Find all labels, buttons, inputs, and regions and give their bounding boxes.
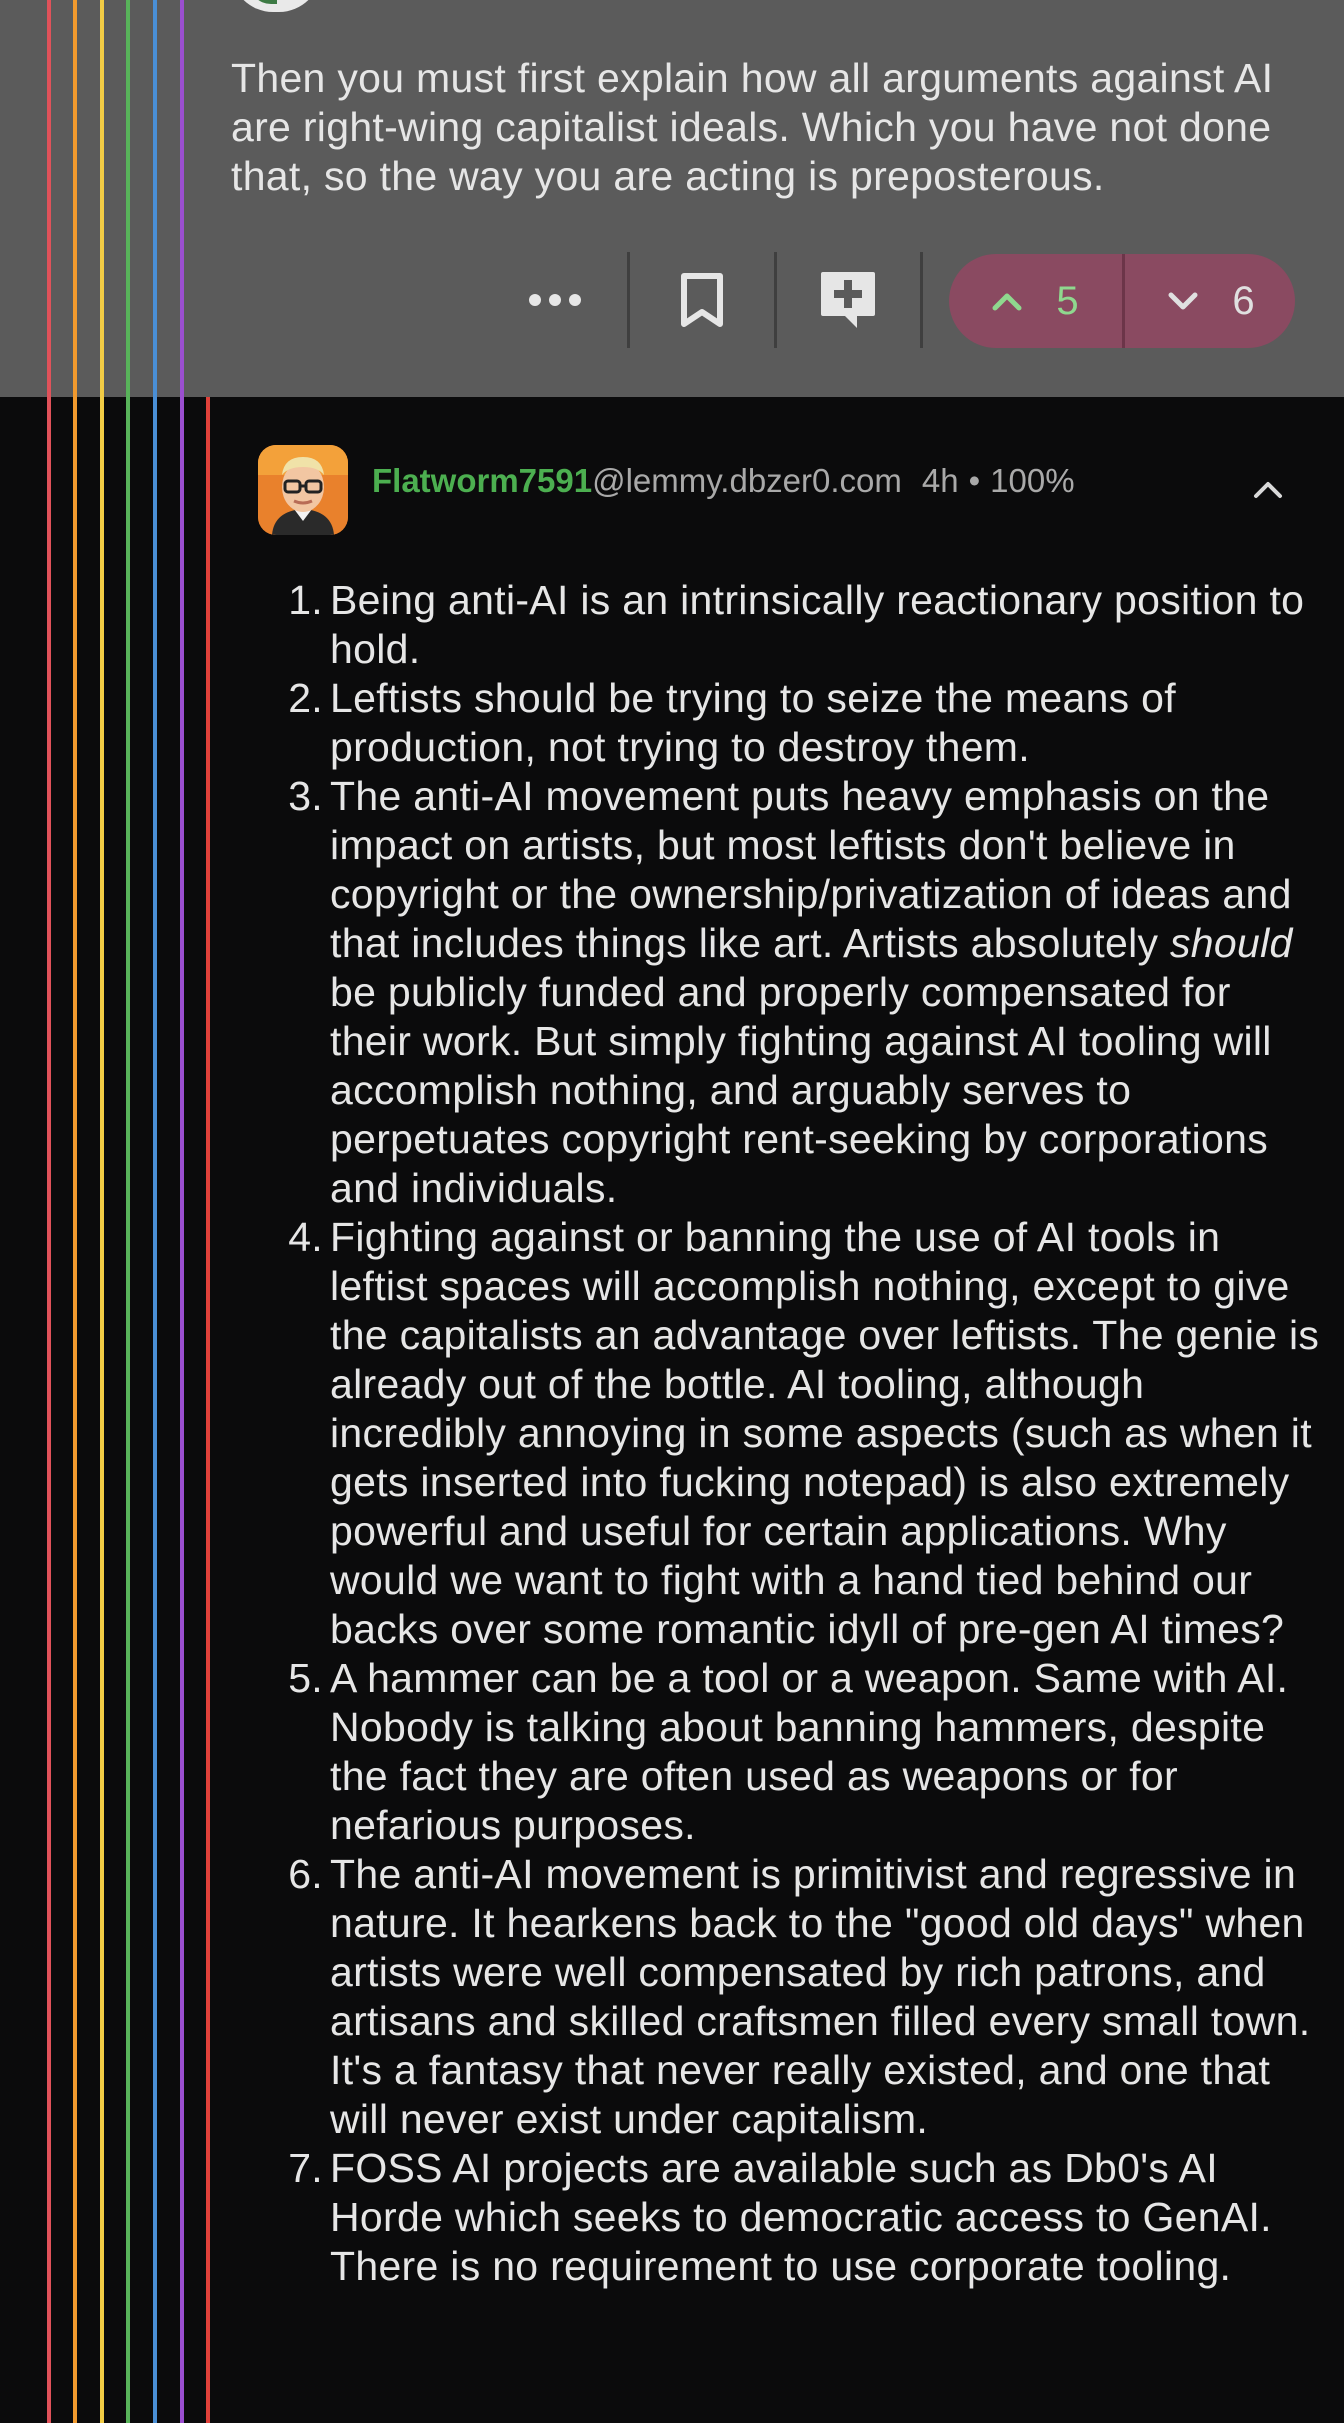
avatar-portrait-icon <box>258 445 348 535</box>
upvote-button[interactable] <box>949 254 1122 348</box>
user-avatar[interactable] <box>258 445 348 535</box>
list-item-text-part: be publicly funded and properly compensated for their work. But simply fighting against AI tooling will accomplish nothing, and arguably serves to perpetuates copyright rent-seeking by corporations and individuals. <box>330 969 1272 1211</box>
more-options-button[interactable] <box>510 252 600 348</box>
parent-avatar[interactable] <box>231 0 321 12</box>
chevron-down-icon <box>1168 291 1198 311</box>
thread-guide-line[interactable] <box>180 0 184 2423</box>
list-item-text <box>330 772 1320 1213</box>
comment-body-list <box>230 576 1320 2291</box>
list-item-text: The anti-AI movement is primitivist and regressive in nature. It hearkens back to the "good old days" when artists were well compensated by rich patrons, and artisans and skilled craftsmen filled every small town. It's a fantasy that never really existed, and one that will never exist under capitalism. <box>330 1851 1311 2142</box>
list-item-number: 2. <box>288 675 323 721</box>
list-item-text: A hammer can be a tool or a weapon. Same with AI. Nobody is talking about banning hammers, despite the fact they are often used as weapons or for nefarious purposes. <box>330 1655 1289 1848</box>
instance-label[interactable]: @lemmy.dbzer0.com <box>592 462 902 499</box>
reply-button[interactable] <box>806 252 890 348</box>
comment-age: 4h <box>921 462 959 499</box>
list-item-text: Leftists should be trying to seize the means of production, not trying to destroy them. <box>330 675 1176 770</box>
collapse-comment-button[interactable] <box>1248 470 1288 510</box>
list-item-text-part: The anti-AI movement puts heavy emphasis on the impact on artists, but most leftists don't believe in copyright or the ownership/privatization of ideas and that includes things like art. Artists absolutely <box>330 773 1292 966</box>
list-item <box>230 1213 1320 1654</box>
chevron-up-icon <box>992 291 1022 311</box>
comment-action-bar <box>0 252 1344 348</box>
thread-guide-line[interactable] <box>153 0 157 2423</box>
list-item <box>230 2144 1320 2291</box>
parent-comment-text: Then you must first explain how all arguments against AI are right-wing capitalist ideals. Which you have not done that, so the way you are acting is preposterous. <box>231 55 1274 199</box>
list-item-number: 5. <box>288 1655 323 1701</box>
thread-guide-line-current[interactable] <box>206 397 210 2423</box>
thread-guide-line[interactable] <box>47 0 51 2423</box>
list-item <box>230 1850 1320 2144</box>
comment-score: 100% <box>990 462 1075 499</box>
username-link[interactable]: Flatworm7591 <box>372 462 593 499</box>
action-separator <box>774 252 777 348</box>
more-horizontal-icon <box>528 293 582 307</box>
chevron-up-icon <box>1248 470 1288 510</box>
parent-comment[interactable] <box>0 0 1344 397</box>
list-item <box>230 674 1320 772</box>
meta-separator: • <box>968 462 981 499</box>
action-separator <box>920 252 923 348</box>
list-item-number: 7. <box>288 2145 323 2191</box>
list-item <box>230 1654 1320 1850</box>
emphasis-text: should <box>1169 920 1293 966</box>
thread-guide-line[interactable] <box>126 0 130 2423</box>
list-item-number: 6. <box>288 1851 323 1897</box>
list-item <box>230 772 1320 1213</box>
downvote-count: 6 <box>1232 278 1255 323</box>
action-separator <box>627 252 630 348</box>
list-item <box>230 576 1320 674</box>
reply-plus-icon <box>817 268 879 332</box>
list-item-text: Being anti-AI is an intrinsically reactionary position to hold. <box>330 577 1305 672</box>
list-item-number: 4. <box>288 1214 323 1260</box>
comment-meta <box>372 462 1075 508</box>
list-item-number: 3. <box>288 773 323 819</box>
downvote-button[interactable] <box>1125 254 1295 348</box>
vote-control <box>949 254 1295 348</box>
bookmark-button[interactable] <box>660 252 744 348</box>
list-item-number: 1. <box>288 577 323 623</box>
list-item-text: Fighting against or banning the use of AI tools in leftist spaces will accomplish nothing, except to give the capitalists an advantage over leftists. The genie is already out of the bottle. AI tooling, although incredibly annoying in some aspects (such as when it gets inserted into fucking notepad) is also extremely powerful and useful for certain applications. Why would we want to fight with a hand tied behind our backs over some romantic idyll of pre-gen AI times? <box>330 1214 1320 1652</box>
thread-guide-line[interactable] <box>73 0 77 2423</box>
bookmark-icon <box>680 272 724 328</box>
list-item-text: FOSS AI projects are available such as Db0's AI Horde which seeks to democratic access to GenAI. There is no requirement to use corporate tooling. <box>330 2145 1272 2289</box>
thread-guide-line[interactable] <box>100 0 104 2423</box>
upvote-count: 5 <box>1056 278 1079 323</box>
